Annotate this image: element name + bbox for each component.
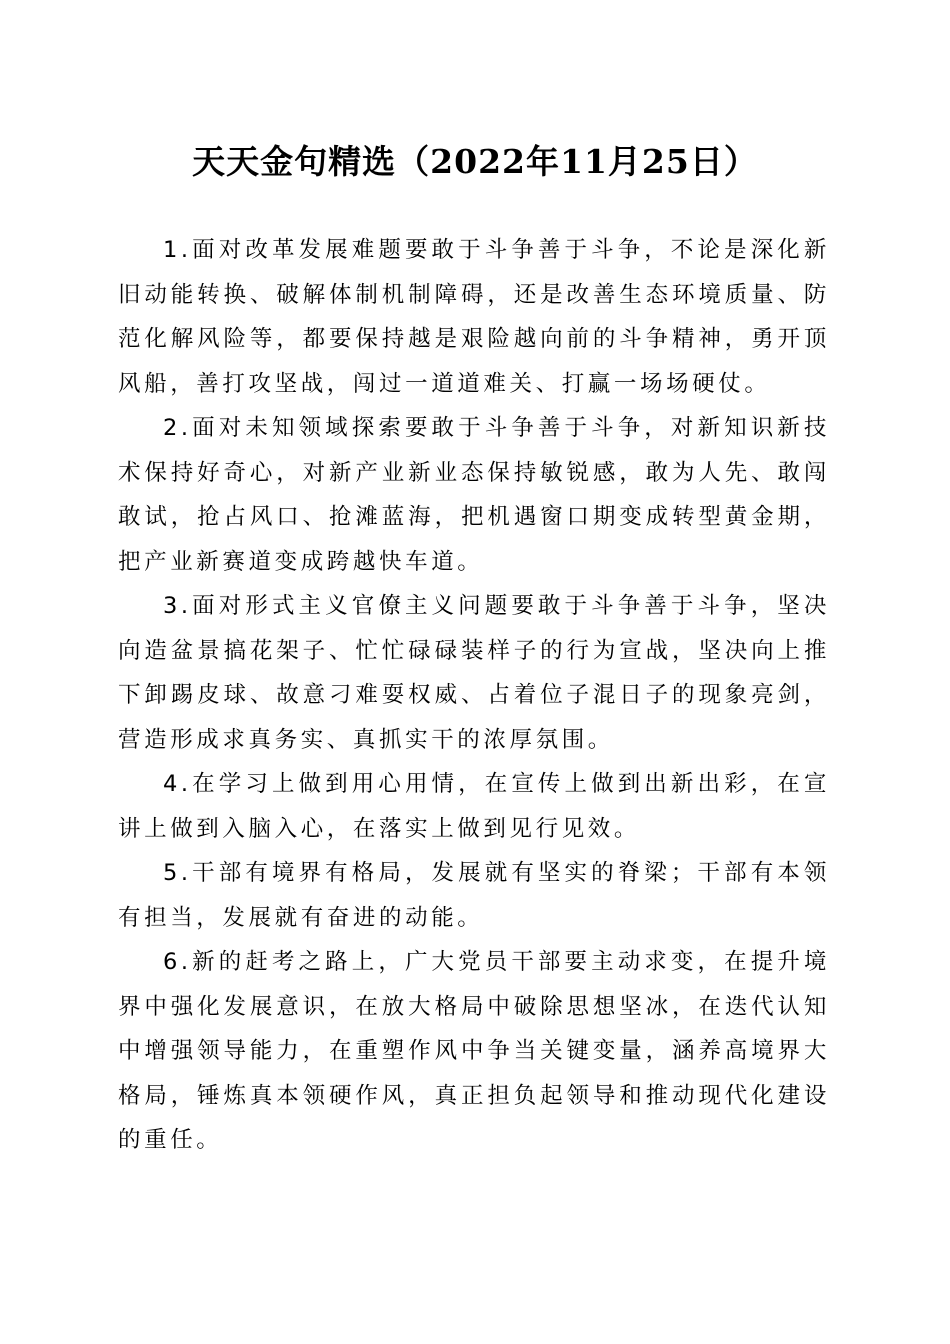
paragraph-1: 1.面对改革发展难题要敢于斗争善于斗争，不论是深化新旧动能转换、破解体制机制障碍，还是改善生态环境质量、防范化解风险等，都要保持越是艰险越向前的斗争精神，勇开顶风船，善打攻坚战，闯过一道道难关、打赢一场场硬仗。 [118,237,830,397]
document-body [118,228,830,1163]
paragraph-4: 4.在学习上做到用心用情，在宣传上做到出新出彩，在宣讲上做到入脑入心，在落实上做到见行见效。 [118,771,830,842]
paragraph-5: 5.干部有境界有格局，发展就有坚实的脊梁；干部有本领有担当，发展就有奋进的动能。 [118,860,830,931]
paragraph-6: 6.新的赶考之路上，广大党员干部要主动求变，在提升境界中强化发展意识，在放大格局中破除思想坚冰，在迭代认知中增强领导能力，在重塑作风中争当关键变量，涵养高境界大格局，锤炼真本领硬作风，真正担负起领导和推动现代化建设的重任。 [118,949,830,1153]
paragraph-3: 3.面对形式主义官僚主义问题要敢于斗争善于斗争，坚决向造盆景搞花架子、忙忙碌碌装样子的行为宣战，坚决向上推下卸踢皮球、故意刁难耍权威、占着位子混日子的现象亮剑，营造形成求真务实、真抓实干的浓厚氛围。 [118,593,830,753]
paragraph-2: 2.面对未知领域探索要敢于斗争善于斗争，对新知识新技术保持好奇心，对新产业新业态保持敏锐感，敢为人先、敢闯敢试，抢占风口、抢滩蓝海，把机遇窗口期变成转型黄金期，把产业新赛道变成跨越快车道。 [118,415,830,575]
document-title: 天天金句精选（2022年11月25日） [192,142,758,181]
